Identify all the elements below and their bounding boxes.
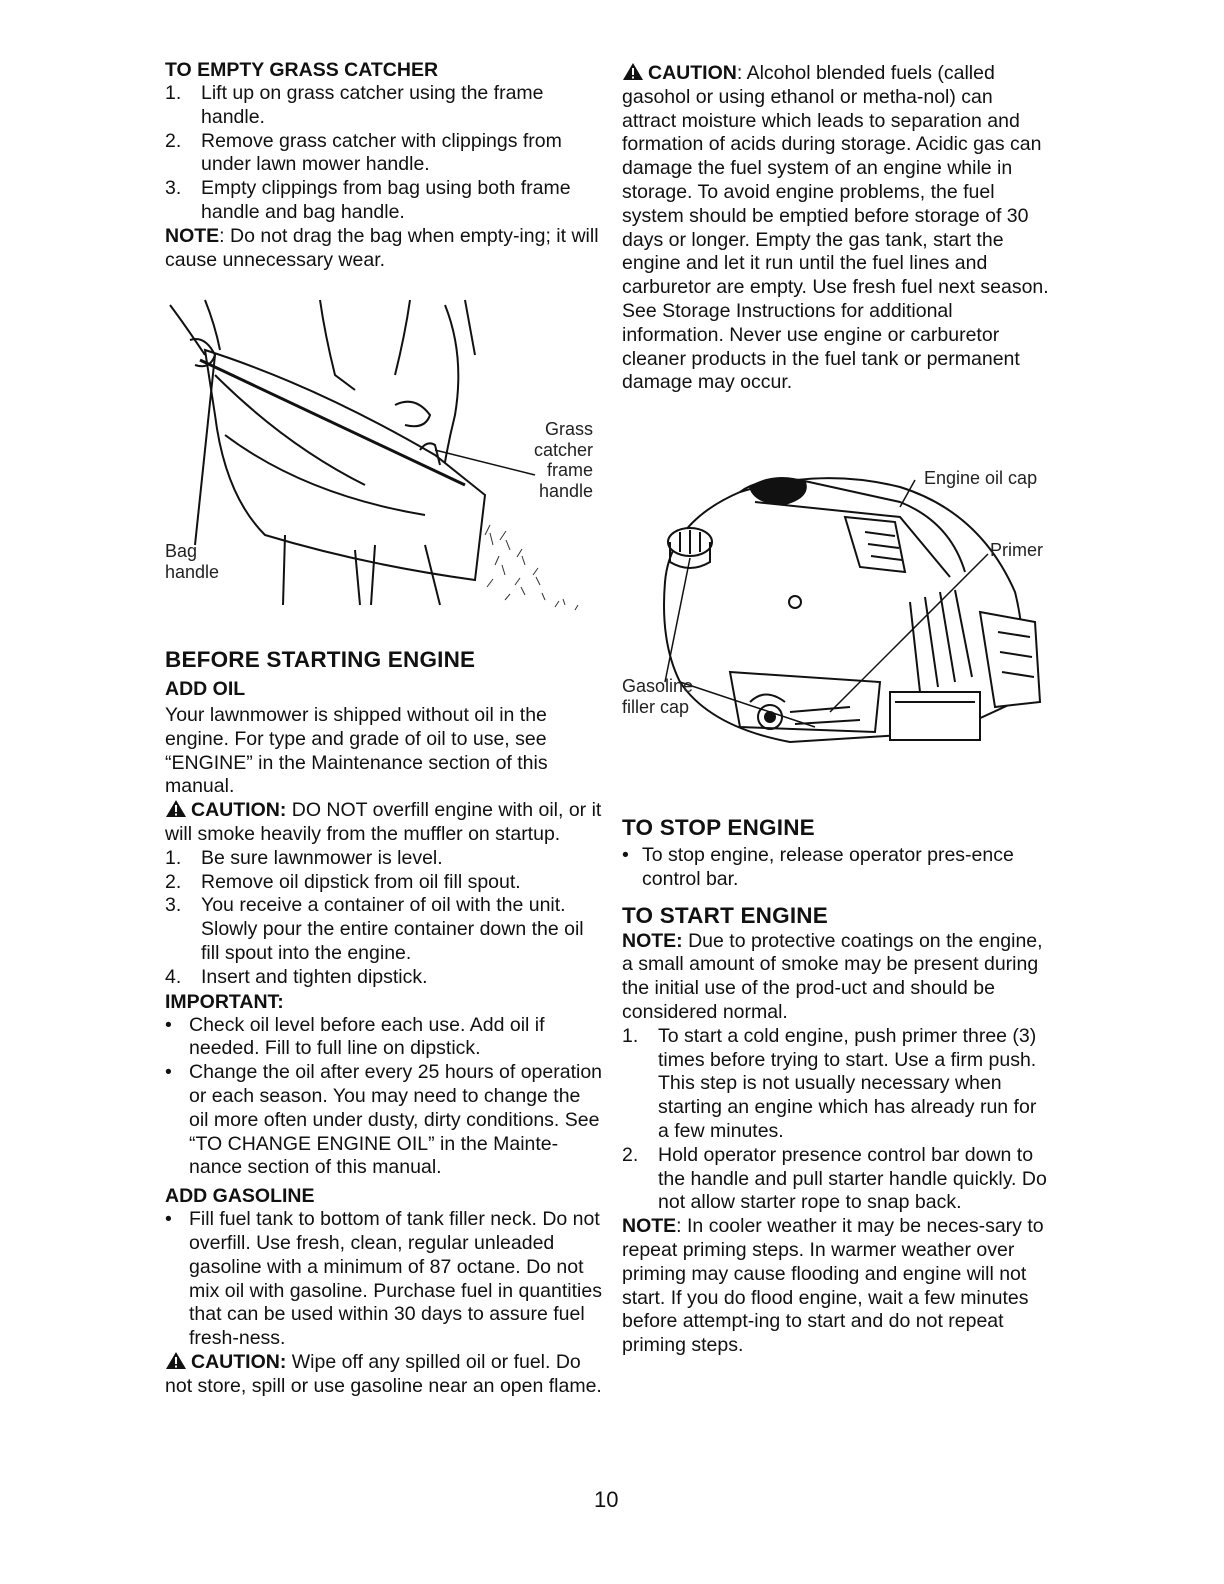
start-engine-heading: TO START ENGINE	[622, 902, 828, 928]
bag-handle-label: Bag handle	[165, 541, 220, 582]
stop-engine-list	[622, 844, 1052, 892]
list-item: 1. Be sure lawnmower is level.	[165, 846, 443, 869]
list-item: 2. Remove grass catcher with clippings from under lawn mower handle.	[165, 129, 562, 176]
add-oil-intro: Your lawnmower is shipped without oil in the engine. For type and grade of oil to use, see “ENGINE” in the Maintenance section of this manual.	[165, 704, 548, 798]
start-engine-steps	[622, 1025, 1052, 1215]
engine-oil-cap-label: Engine oil cap	[924, 468, 1038, 488]
list-item: • To stop engine, release operator pres-ence control bar.	[622, 844, 1014, 890]
engine-figure	[620, 462, 1055, 777]
before-starting-section	[165, 646, 605, 1399]
stop-engine-heading: TO STOP ENGINE	[622, 815, 815, 840]
empty-catcher-note: NOTE: Do not drag the bag when empty-ing; it will cause unnecessary wear.	[165, 224, 599, 271]
add-oil-caution: CAUTION: DO NOT overfill engine with oil, or it will smoke heavily from the muffler on startup.	[165, 799, 602, 845]
list-item: 2. Hold operator presence control bar down to the handle and pull starter handle quickly. Do not allow starter rope to snap back.	[622, 1143, 1047, 1214]
warning-icon	[165, 1351, 187, 1370]
add-gasoline-caution: CAUTION: Wipe off any spilled oil or fuel. Do not store, spill or use gasoline near an open flame.	[165, 1350, 602, 1397]
empty-catcher-steps	[165, 82, 605, 225]
grass-catcher-frame-handle-label: Grass catcher frame handle	[533, 419, 593, 501]
add-oil-heading: ADD OIL	[165, 678, 246, 700]
important-label: IMPORTANT:	[165, 990, 284, 1013]
fuel-caution: CAUTION: Alcohol blended fuels (called gasohol or using ethanol or metha-nol) can attract moisture which leads to separation and formation of acids during storage. Acidic gas can damage the fuel system of an engine while in storage. To avoid engine problems, the fuel system should be emptied before storage of 30 days or longer. Empty the gas tank, start the engine and let it run until the fuel lines and carburetor are empty. Use fresh fuel next season. See Storage Instructions for additional information. Never use engine or carburetor cleaner products in the fuel tank or permanent damage may occur.	[622, 62, 1049, 394]
before-starting-heading: BEFORE STARTING ENGINE	[165, 647, 476, 672]
start-engine-note-2: NOTE: In cooler weather it may be neces-sary to repeat priming steps. In warmer weather over priming may cause flooding and engine will not start. If you do flood engine, wait a few minutes before attempt-ing to start and do not repeat priming steps.	[622, 1215, 1044, 1357]
list-item: 1. Lift up on grass catcher using the frame handle.	[165, 82, 544, 128]
page-number: 10	[594, 1487, 619, 1512]
list-item: • Fill fuel tank to bottom of tank filler neck. Do not overfill. Use fresh, clean, regular unleaded gasoline with a minimum of 87 octane. Do not mix oil with gasoline. Purchase fuel in quantities that can be used within 30 days to assure fuel fresh-ness.	[165, 1208, 602, 1350]
fuel-caution-section	[622, 62, 1052, 395]
stop-start-section	[622, 814, 1052, 1358]
important-list	[165, 1014, 605, 1181]
list-item: 2. Remove oil dipstick from oil fill spout.	[165, 870, 521, 893]
add-gasoline-list	[165, 1208, 605, 1351]
list-item: 4. Insert and tighten dipstick.	[165, 965, 428, 988]
warning-icon	[165, 799, 187, 818]
engine-illustration	[620, 462, 1055, 777]
add-gasoline-heading: ADD GASOLINE	[165, 1185, 315, 1208]
list-item: 3. You receive a container of oil with the unit. Slowly pour the entire container down the oil fill spout into the engine.	[165, 894, 584, 964]
add-oil-steps	[165, 847, 605, 990]
warning-icon	[622, 62, 644, 81]
left-column	[165, 58, 605, 272]
list-item: 1. To start a cold engine, push primer three (3) times before trying to start. Use a firm push. This step is not usually necessary when starting an engine which has already run for a few minutes.	[622, 1024, 1037, 1142]
empty-catcher-heading: TO EMPTY GRASS CATCHER	[165, 59, 439, 81]
gasoline-filler-cap-label: Gasoline filler cap	[622, 676, 694, 717]
start-engine-note: NOTE: Due to protective coatings on the engine, a small amount of smoke may be present during the initial use of the prod-uct and should be considered normal.	[622, 929, 1043, 1023]
list-item: 3. Empty clippings from bag using both frame handle and bag handle.	[165, 177, 571, 223]
list-item: • Check oil level before each use. Add oil if needed. Fill to full line on dipstick.	[165, 1013, 545, 1060]
grass-catcher-figure	[165, 295, 605, 615]
primer-label: Primer	[990, 540, 1043, 560]
list-item: • Change the oil after every 25 hours of operation or each season. You may need to change the oil more often under dusty, dirty conditions. See “TO CHANGE ENGINE OIL” in the Mainte-nance section of this manual.	[165, 1061, 603, 1179]
